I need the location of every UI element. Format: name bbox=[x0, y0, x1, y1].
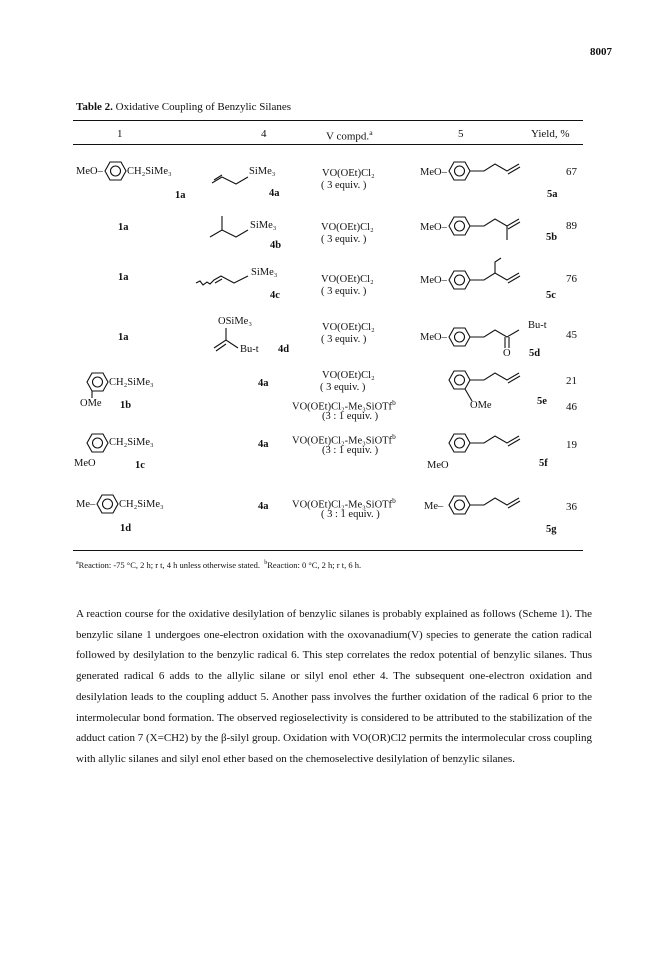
row2-yield: 89 bbox=[566, 220, 577, 232]
row7-substrate-prefix: Me– bbox=[76, 499, 96, 510]
row7-reagent-line2: ( 3 : 1 equiv. ) bbox=[321, 509, 380, 520]
table-caption-label: Table 2. bbox=[76, 101, 113, 113]
row4-product-id: 5d bbox=[529, 348, 541, 359]
row4-substrate: 1a bbox=[118, 332, 129, 343]
row2-substrate: 1a bbox=[118, 222, 129, 233]
col-header-1: 1 bbox=[117, 128, 123, 140]
row4-reagent-line1: VO(OEt)Cl₂ bbox=[322, 322, 375, 333]
row4-product-oxygen: O bbox=[503, 348, 511, 359]
header-footnote-mark: a bbox=[369, 128, 373, 137]
row3-silane-id: 4c bbox=[270, 290, 280, 301]
row5-substrate-id: 1b bbox=[120, 400, 132, 411]
col-header-5: 5 bbox=[458, 128, 464, 140]
row6-product-id: 5f bbox=[539, 458, 548, 469]
row6-substrate-meo: MeO bbox=[74, 458, 96, 469]
row1-substrate-id: 1a bbox=[175, 190, 186, 201]
row4-silane-id: 4d bbox=[278, 344, 290, 355]
row6-yield: 19 bbox=[566, 439, 577, 451]
row3-product-id: 5c bbox=[546, 290, 556, 301]
row3-product-prefix: MeO– bbox=[420, 275, 447, 286]
row1-substrate-group: CH₂SiMe₃ bbox=[127, 166, 172, 177]
row5-reagent-line1: VO(OEt)Cl₂ bbox=[322, 370, 375, 381]
row4-silane-label: OSiMe₃ bbox=[218, 316, 252, 327]
row1-reagent-line1: VO(OEt)Cl₂ bbox=[322, 168, 375, 179]
row2-product-id: 5b bbox=[546, 232, 558, 243]
row7-substrate-id: 1d bbox=[120, 523, 132, 534]
row5-reagent-footnote-mark: b bbox=[392, 398, 396, 407]
row5-product-id: 5e bbox=[537, 396, 547, 407]
row5-yield-2: 46 bbox=[566, 401, 577, 413]
row7-product-id: 5g bbox=[546, 524, 557, 535]
page-number: 8007 bbox=[590, 46, 612, 58]
row4-product-prefix: MeO– bbox=[420, 332, 447, 343]
row2-reagent-line2: ( 3 equiv. ) bbox=[321, 234, 367, 245]
footnote-a-mark: a bbox=[76, 560, 79, 567]
row1-yield: 67 bbox=[566, 166, 577, 178]
row7-silane-id: 4a bbox=[258, 501, 269, 512]
row6-substrate-group: CH₂SiMe₃ bbox=[109, 437, 154, 448]
table-caption-text: Oxidative Coupling of Benzylic Silanes bbox=[115, 101, 292, 113]
footnote-a: Reaction: -75 °C, 2 h; r t, 4 h unless otherwise stated. bbox=[78, 560, 261, 570]
row7-product-prefix: Me– bbox=[424, 501, 444, 512]
row1-product-id: 5a bbox=[547, 189, 558, 200]
row5-reagent-line2: ( 3 equiv. ) bbox=[320, 382, 366, 393]
row5-silane-id: 4a bbox=[258, 378, 269, 389]
row7-yield: 36 bbox=[566, 501, 577, 513]
body-paragraph: A reaction course for the oxidative desilylation of benzylic silanes is probably explained as follows (Scheme 1). The benzylic silane 1 undergoes one-electron oxidation with the oxovanadium(V) species to generate the cation radical followed by desilylation to the benzylic radical 6. This step correlates the redox potential of benzylic silanes. Thus generated radical 6 adds to the allylic silane or silyl enol ether 4. The subsequent one-electron oxidation and desilylation leads to the coupling adduct 5. Another pass involves the further oxidation of the radical 6 prior to the intermolecular bond formation. The observed regioselectivity is considered to be attributed to the stabilization of the adduct cation 7 (X=CH2) by the β-silyl group. Oxidation with VO(OR)Cl2 permits the intermolecular cross coupling with allylic silanes and silyl enol ether based on the chemoselective desilylation of benzylic silanes. bbox=[76, 608, 592, 765]
row7-reagent-line1-text: VO(OEt)Cl₂-Me₃SiOTf bbox=[292, 499, 393, 511]
row2-silane-id: 4b bbox=[270, 240, 282, 251]
row7-reagent-footnote-mark: b bbox=[392, 496, 396, 505]
row1-reagent-line2: ( 3 equiv. ) bbox=[321, 180, 367, 191]
row3-reagent-line2: ( 3 equiv. ) bbox=[321, 286, 367, 297]
row5-reagent-line4: (3 : 1 equiv. ) bbox=[322, 411, 379, 422]
row2-silane-label: SiMe₃ bbox=[250, 220, 277, 231]
row6-silane-id: 4a bbox=[258, 439, 269, 450]
row2-product-prefix: MeO– bbox=[420, 222, 447, 233]
row6-reagent-line1-text: VO(OEt)Cl₂-Me₃SiOTf bbox=[292, 435, 393, 447]
col-header-4: 4 bbox=[261, 128, 267, 140]
row1-product-prefix: MeO– bbox=[420, 167, 447, 178]
row4-product-tbu: Bu-t bbox=[528, 320, 547, 331]
row5-yield-1: 21 bbox=[566, 375, 577, 387]
row3-reagent-line1: VO(OEt)Cl₂ bbox=[321, 274, 374, 285]
row6-reagent-footnote-mark: b bbox=[392, 432, 396, 441]
row6-product-meo: MeO bbox=[427, 460, 449, 471]
footnote-b-mark: b bbox=[264, 560, 268, 567]
col-header-v-compd-text: V compd. bbox=[326, 130, 370, 143]
row3-yield: 76 bbox=[566, 273, 577, 285]
row5-substrate-group: CH₂SiMe₃ bbox=[109, 377, 154, 388]
row5-substrate-ome: OMe bbox=[80, 398, 102, 409]
row1-substrate-prefix: MeO– bbox=[76, 166, 103, 177]
row1-silane-id: 4a bbox=[269, 188, 280, 199]
col-header-yield: Yield, % bbox=[531, 128, 570, 140]
row3-substrate: 1a bbox=[118, 272, 129, 283]
row5-product-ome: OMe bbox=[470, 400, 492, 411]
row6-substrate-id: 1c bbox=[135, 460, 145, 471]
row1-silane-label: SiMe₃ bbox=[249, 166, 276, 177]
row6-reagent-line2: (3 : 1 equiv. ) bbox=[322, 445, 379, 456]
footnote-b: Reaction: 0 °C, 2 h; r t, 6 h. bbox=[267, 560, 362, 570]
row4-reagent-line2: ( 3 equiv. ) bbox=[321, 334, 367, 345]
row7-substrate-group: CH₂SiMe₃ bbox=[119, 499, 164, 510]
row3-silane-label: SiMe₃ bbox=[251, 267, 278, 278]
row4-yield: 45 bbox=[566, 329, 577, 341]
table-footnotes bbox=[76, 560, 361, 570]
row5-reagent-line3-text: VO(OEt)Cl₂-Me₃SiOTf bbox=[292, 401, 393, 413]
row2-reagent-line1: VO(OEt)Cl₂ bbox=[321, 222, 374, 233]
row4-silane-sub-label: Bu-t bbox=[240, 344, 259, 355]
